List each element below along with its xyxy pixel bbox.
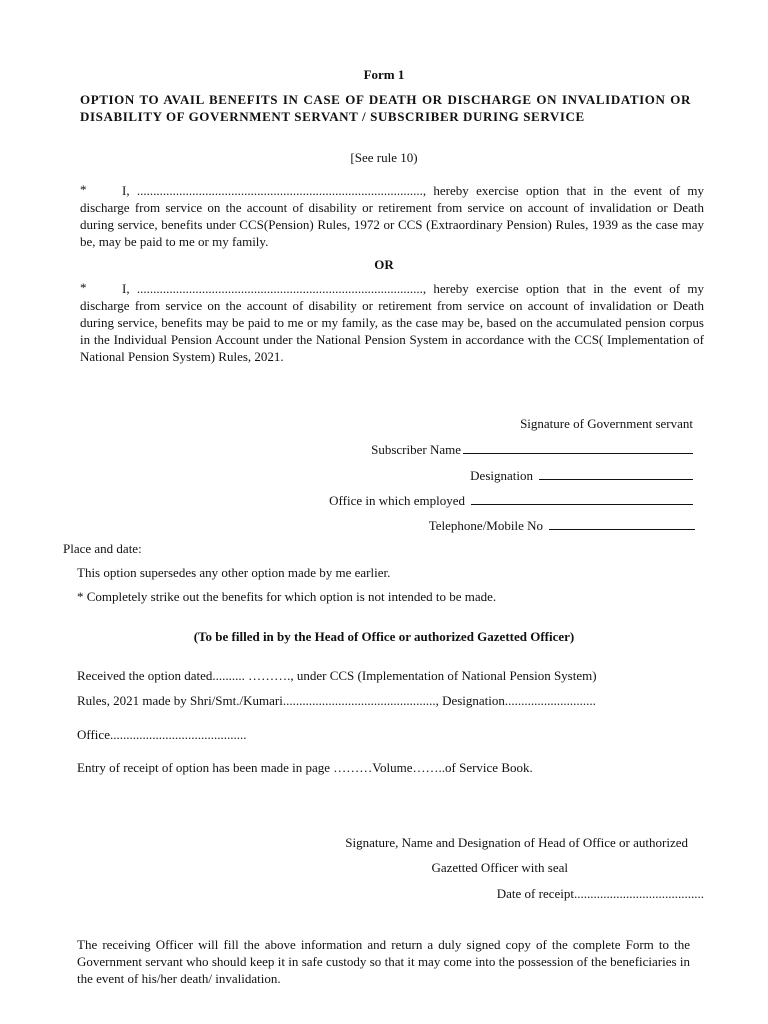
office-employed-field[interactable]	[471, 492, 693, 505]
designation-label: Designation	[470, 468, 533, 483]
office-line: Office..........................................	[77, 727, 247, 742]
designation-row	[470, 467, 693, 484]
rule-reference: [See rule 10)	[350, 150, 418, 165]
office-employed-row	[329, 492, 693, 509]
strike-out-note: * Completely strike out the benefits for which option is not intended to be made.	[77, 589, 497, 604]
option2-text: I, ........................................................................................, hereby exercise option that in the event of my discharge from service on the account of disability or retirement from service on account of invalidation or Death during service, benefits may be paid to me or my family, as the case may be, based on the accumulated pension corpus in the Individual Pension Account under the National Pension System in accordance with the CCS( Implementation of National Pension System) Rules, 2021.	[80, 281, 704, 364]
subscriber-name-row	[371, 441, 693, 458]
phone-row	[429, 517, 695, 534]
received-option-line2: Rules, 2021 made by Shri/Smt./Kumari..............................................., Designation............................	[77, 693, 596, 708]
head-of-office-signature-line2: Gazetted Officer with seal	[431, 860, 568, 875]
place-date-label: Place and date:	[63, 541, 142, 556]
option1-text: I, ........................................................................................, hereby exercise option that in the event of my discharge from service on the account of disability or retirement from service on account of invalidation or Death during service, benefits under CCS(Pension) Rules, 1972 or CCS (Extraordinary Pension) Rules, 1939 as the case may be, may be paid to me or my family.	[80, 183, 704, 249]
or-label: OR	[374, 257, 394, 272]
phone-field[interactable]	[549, 517, 695, 530]
form-heading: OPTION TO AVAIL BENEFITS IN CASE OF DEATH OR DISCHARGE ON INVALIDATION OR DISABILITY OF GOVERNMENT SERVANT / SUBSCRIBER DURING SERVICE	[80, 92, 691, 124]
supersedes-note: This option supersedes any other option made by me earlier.	[77, 565, 391, 580]
phone-label: Telephone/Mobile No	[428, 518, 543, 533]
subscriber-name-label: Subscriber Name	[371, 442, 461, 457]
head-of-office-heading: (To be filled in by the Head of Office or authorized Gazetted Officer)	[193, 629, 575, 644]
signature-government-servant: Signature of Government servant	[520, 416, 693, 431]
designation-field[interactable]	[539, 467, 693, 480]
option1-star: *	[80, 182, 87, 197]
received-option-line1: Received the option dated.......... ………., under CCS (Implementation of National Pension System)	[77, 668, 597, 683]
service-book-entry-line: Entry of receipt of option has been made in page ………Volume……..of Service Book.	[77, 760, 533, 775]
head-of-office-signature-line1: Signature, Name and Designation of Head of Office or authorized	[345, 835, 688, 850]
subscriber-name-field[interactable]	[463, 441, 693, 454]
form-title: Form 1	[363, 67, 405, 82]
date-of-receipt: Date of receipt........................................	[496, 886, 704, 901]
office-employed-label: Office in which employed	[329, 493, 465, 508]
option2-star: *	[80, 280, 87, 295]
footer-instruction: The receiving Officer will fill the above information and return a duly signed copy of the complete Form to the Government servant who should keep it in safe custody so that it may come into the possession of the beneficiaries in the event of his/her death/ invalidation.	[77, 937, 690, 986]
